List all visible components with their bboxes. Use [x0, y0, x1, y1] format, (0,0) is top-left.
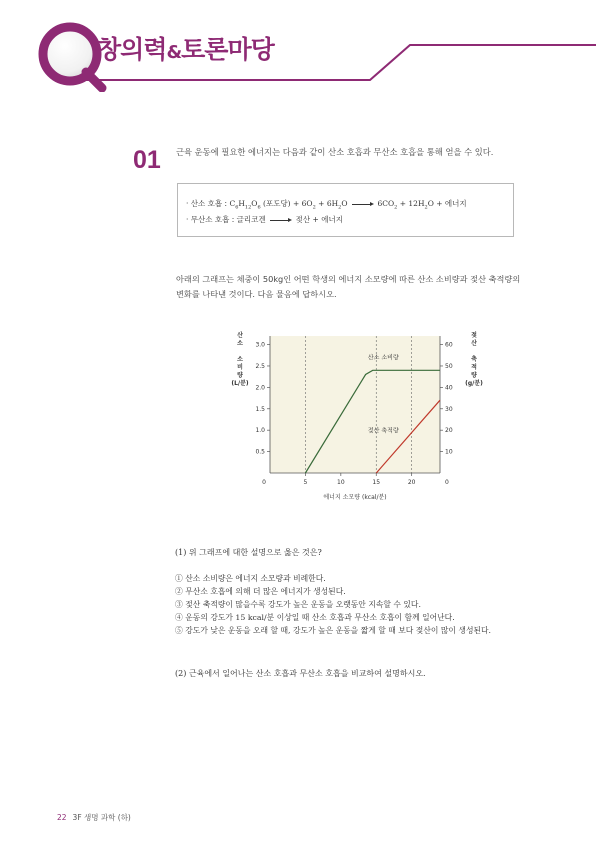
formula-anaerobic-label: · 무산소 호흡 :	[186, 215, 237, 224]
y-left-axis-label: 소	[237, 356, 243, 363]
y-right-tick-label: 30	[445, 405, 453, 413]
y-right-axis-label: 적	[471, 364, 477, 371]
x-tick-label: 20	[407, 479, 416, 486]
page-number: 22	[57, 813, 67, 822]
y-right-tick-label: 0	[445, 479, 449, 486]
y-left-axis-label: 비	[237, 364, 243, 371]
y-left-tick-label: 2.0	[255, 384, 265, 392]
x-tick-label: 0	[262, 479, 266, 486]
page-footer	[57, 812, 131, 823]
formula-anaerobic-reactant: 글리코겐	[236, 215, 266, 224]
question-description: 아래의 그래프는 체중이 50kg인 어떤 학생의 에너지 소모량에 따른 산소 소비량과 젖산 축적량의 변화를 나타낸 것이다. 다음 물음에 답하시오.	[176, 274, 521, 299]
y-right-tick-label: 60	[445, 341, 453, 349]
formula-box	[177, 183, 514, 237]
y-left-axis-label: (L/분)	[231, 380, 249, 387]
y-right-axis-label: (g/분)	[465, 380, 483, 387]
question-intro: 근육 운동에 필요한 에너지는 다음과 같이 산소 호흡과 무산소 호흡을 통해 얻을 수 있다.	[176, 147, 494, 157]
option-2: ② 무산소 호흡에 의해 더 많은 에너지가 생성된다.	[175, 587, 346, 596]
question-number: 01	[133, 146, 161, 174]
option-5: ⑤ 강도가 낮은 운동을 오래 할 때, 강도가 높은 운동을 짧게 할 때 보다 젖산이 많이 생성된다.	[175, 626, 492, 635]
y-right-axis-label: 젖	[471, 332, 477, 339]
y-left-tick-label: 1.0	[255, 427, 265, 435]
reaction-arrow-icon	[352, 201, 374, 207]
option-4: ④ 운동의 강도가 15 kcal/분 이상일 때 산소 호흡과 무산소 호흡이 함께 일어난다.	[175, 613, 455, 622]
y-left-tick-label: 3.0	[255, 341, 265, 349]
formula-aerobic-label: · 산소 호흡 :	[186, 199, 230, 208]
x-axis-label: 에너지 소모량 (kcal/분)	[323, 494, 387, 501]
y-right-tick-label: 40	[445, 384, 453, 392]
page-title: 창의력&토론마당	[97, 35, 274, 64]
series-label-oxygen: 산소 소비량	[367, 354, 399, 362]
book-title: 3F 생명 과학 (하)	[72, 813, 131, 822]
x-tick-label: 10	[337, 479, 345, 486]
formula-anaerobic-product: 젖산 + 에너지	[295, 215, 343, 224]
y-left-tick-label: 0.5	[255, 448, 265, 456]
y-right-tick-label: 50	[445, 362, 453, 370]
x-tick-label: 15	[372, 479, 381, 486]
y-right-axis-label: 량	[471, 372, 477, 379]
y-left-tick-label: 1.5	[255, 405, 265, 413]
y-left-axis-label: 량	[237, 372, 243, 379]
y-right-tick-label: 20	[445, 427, 453, 435]
y-right-axis-label: 축	[471, 356, 477, 363]
y-left-axis-label: 산	[237, 332, 243, 339]
formula-anaerobic	[186, 214, 343, 225]
option-1: ① 산소 소비량은 에너지 소모량과 비례한다.	[175, 574, 326, 583]
energy-chart	[228, 328, 508, 504]
sub-question-1: (1) 위 그래프에 대한 설명으로 옳은 것은?	[175, 548, 322, 557]
y-left-tick-label: 2.5	[255, 362, 265, 370]
option-3: ③ 젖산 축적량이 많을수록 강도가 높은 운동을 오랫동안 지속할 수 있다.	[175, 600, 421, 609]
formula-aerobic-product: $6CO_2 + 12H_2O$ + 에너지	[377, 199, 467, 211]
plot-background	[270, 336, 440, 473]
y-left-axis-label: 소	[237, 340, 243, 347]
formula-aerobic-reactant: $C_6H_{12}O_6$ (포도당) + $6O_2 + 6H_2O$	[229, 199, 348, 211]
formula-aerobic	[186, 198, 467, 211]
series-label-lactate: 젖산 축적량	[367, 427, 399, 435]
x-tick-label: 5	[303, 479, 308, 486]
y-right-axis-label: 산	[471, 340, 477, 347]
sub-question-2: (2) 근육에서 일어나는 산소 호흡과 무산소 호흡을 비교하여 설명하시오.	[175, 669, 426, 678]
reaction-arrow-icon	[270, 217, 292, 223]
y-right-tick-label: 10	[445, 448, 453, 456]
